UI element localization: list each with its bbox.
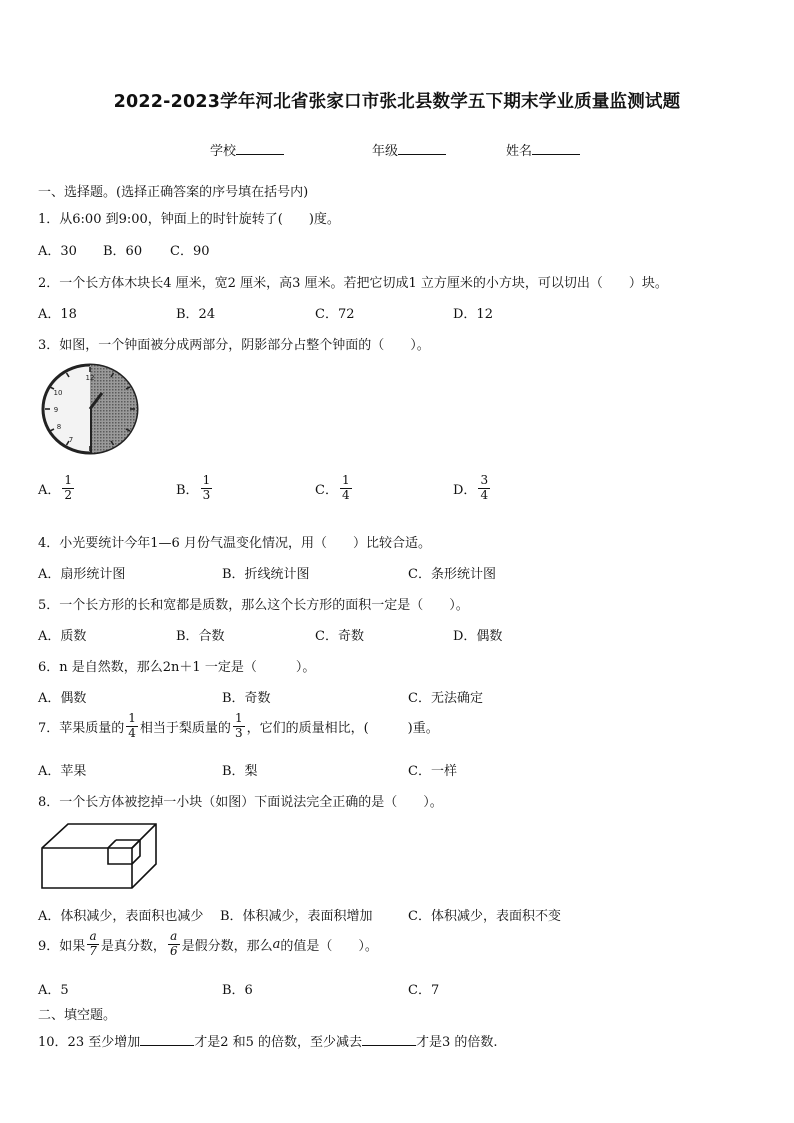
svg-text:9: 9 bbox=[53, 406, 59, 414]
q5-option-a[interactable]: A．质数 bbox=[38, 629, 87, 644]
fraction: $\frac{3}{4}$ bbox=[480, 473, 489, 502]
school-label: 学校 bbox=[210, 144, 237, 159]
q3-option-b[interactable]: B． $\frac{1}{3}$ bbox=[176, 473, 211, 502]
q2-option-c[interactable]: C．72 bbox=[315, 307, 355, 322]
grade-blank[interactable] bbox=[398, 142, 446, 155]
q7-option-c[interactable]: C．一样 bbox=[408, 764, 457, 779]
q3-option-c[interactable]: C． $\frac{1}{4}$ bbox=[315, 473, 350, 502]
question-4: 4．小光要统计今年1—6 月份气温变化情况，用（ ）比较合适。 bbox=[38, 536, 431, 551]
q3-option-d[interactable]: D． $\frac{3}{4}$ bbox=[453, 473, 489, 502]
question-9: 9．如果 $\frac{a}{7}$ 是真分数， $\frac{a}{6}$ 是假分数，那么 a 的值是（ ）。 bbox=[38, 929, 378, 958]
q8-option-a[interactable]: A．体积减少，表面积也减少 bbox=[38, 909, 204, 924]
q7-option-b[interactable]: B．梨 bbox=[222, 764, 258, 779]
q4-option-b[interactable]: B．折线统计图 bbox=[222, 567, 310, 582]
name-blank[interactable] bbox=[532, 142, 580, 155]
q9-option-b[interactable]: B．6 bbox=[222, 983, 253, 998]
fraction: $\frac{1}{2}$ bbox=[64, 473, 73, 502]
question-6: 6．n 是自然数，那么2n＋1 一定是（ ）。 bbox=[38, 660, 316, 675]
cuboid-figure bbox=[40, 822, 160, 890]
fraction: $\frac{1}{4}$ bbox=[128, 711, 136, 740]
school-blank[interactable] bbox=[236, 142, 284, 155]
variable-a: a bbox=[272, 936, 281, 952]
svg-text:10: 10 bbox=[53, 389, 63, 397]
fraction: $\frac{1}{4}$ bbox=[341, 473, 350, 502]
question-2: 2．一个长方体木块长4 厘米，宽2 厘米，高3 厘米。若把它切成1 立方厘米的小方块，可以切出（ ）块。 bbox=[38, 276, 668, 291]
grade-label: 年级 bbox=[372, 144, 399, 159]
fraction: $\frac{1}{3}$ bbox=[234, 711, 243, 740]
question-8: 8．一个长方体被挖掉一小块（如图）下面说法完全正确的是（ ）。 bbox=[38, 795, 443, 810]
answer-blank[interactable] bbox=[362, 1033, 416, 1046]
school-field bbox=[210, 140, 284, 159]
svg-text:8: 8 bbox=[56, 423, 62, 431]
question-3: 3．如图，一个钟面被分成两部分，阴影部分占整个钟面的（ ）。 bbox=[38, 338, 430, 353]
name-field bbox=[506, 140, 580, 159]
page-title: 2022-2023学年河北省张家口市张北县数学五下期末学业质量监测试题 bbox=[113, 92, 681, 112]
q1-option-b[interactable]: B．60 bbox=[103, 244, 143, 259]
q5-option-c[interactable]: C．奇数 bbox=[315, 629, 364, 644]
q7-option-a[interactable]: A．苹果 bbox=[38, 764, 87, 779]
q8-option-c[interactable]: C．体积减少，表面积不变 bbox=[408, 909, 561, 924]
q6-option-c[interactable]: C．无法确定 bbox=[408, 691, 483, 706]
shaded-region bbox=[90, 365, 137, 453]
q6-option-b[interactable]: B．奇数 bbox=[222, 691, 271, 706]
question-10: 10．23 至少增加 才是2 和5 的倍数，至少减去 才是3 的倍数. bbox=[38, 1035, 498, 1050]
q2-option-a[interactable]: A．18 bbox=[38, 307, 77, 322]
q4-option-a[interactable]: A．扇形统计图 bbox=[38, 567, 126, 582]
question-1: 1．从6:00 到9:00，钟面上的时针旋转了( )度。 bbox=[38, 212, 340, 227]
fraction: $\frac{a}{7}$ bbox=[89, 929, 97, 958]
svg-text:7: 7 bbox=[68, 436, 74, 444]
q2-option-d[interactable]: D．12 bbox=[453, 307, 493, 322]
fraction: $\frac{a}{6}$ bbox=[169, 929, 178, 958]
grade-field bbox=[372, 140, 446, 159]
q6-option-a[interactable]: A．偶数 bbox=[38, 691, 87, 706]
q8-option-b[interactable]: B．体积减少，表面积增加 bbox=[220, 909, 373, 924]
answer-blank[interactable] bbox=[140, 1033, 194, 1046]
q5-option-b[interactable]: B．合数 bbox=[176, 629, 225, 644]
q9-option-c[interactable]: C．7 bbox=[408, 983, 440, 998]
section-fill-heading: 二、填空题。 bbox=[38, 1008, 117, 1023]
q5-option-d[interactable]: D．偶数 bbox=[453, 629, 503, 644]
name-label: 姓名 bbox=[506, 144, 533, 159]
question-5: 5．一个长方形的长和宽都是质数，那么这个长方形的面积一定是（ ）。 bbox=[38, 598, 469, 613]
question-7: 7．苹果质量的 $\frac{1}{4}$ 相当于梨质量的 $\frac{1}{3}$ ，它们的质量相比，( )重。 bbox=[38, 711, 439, 740]
clock-face-figure bbox=[40, 362, 140, 456]
section-choice-heading: 一、选择题。(选择正确答案的序号填在括号内) bbox=[38, 185, 309, 200]
q2-option-b[interactable]: B．24 bbox=[176, 307, 216, 322]
svg-text:12: 12 bbox=[85, 374, 95, 382]
fraction: $\frac{1}{3}$ bbox=[202, 473, 211, 502]
q3-option-a[interactable]: A． $\frac{1}{2}$ bbox=[38, 473, 73, 502]
q1-option-c[interactable]: C．90 bbox=[170, 244, 210, 259]
q1-option-a[interactable]: A．30 bbox=[38, 244, 77, 259]
q9-option-a[interactable]: A．5 bbox=[38, 983, 69, 998]
q4-option-c[interactable]: C．条形统计图 bbox=[408, 567, 496, 582]
